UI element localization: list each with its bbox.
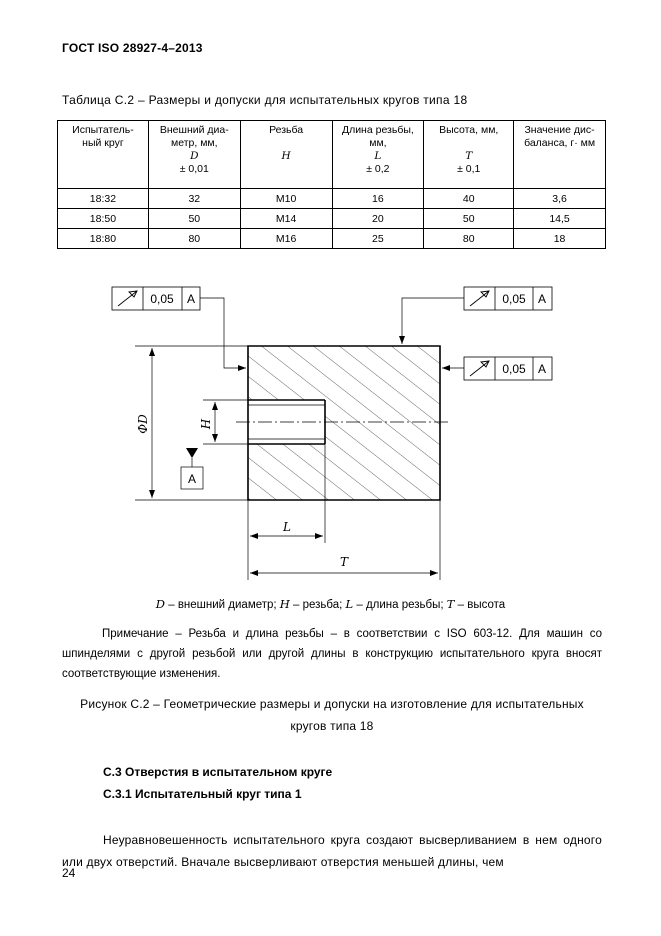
table-row bbox=[58, 209, 606, 229]
table-cell: 14,5 bbox=[514, 209, 606, 229]
table-cell: M16 bbox=[240, 229, 332, 249]
tolerance-datum: A bbox=[537, 362, 547, 376]
body-paragraph: Неуравновешенность испытательного круга создают высверливанием в нем одного или двух отверстий. Вначале высверливают отверстия меньшей длины, чем bbox=[62, 833, 602, 869]
tolerance-value: 0,05 bbox=[502, 362, 526, 376]
table-cell: 20 bbox=[332, 209, 424, 229]
table-cell: 3,6 bbox=[514, 189, 606, 209]
table-cell: 18:50 bbox=[58, 209, 149, 229]
tolerance-value: 0,05 bbox=[502, 292, 526, 306]
legend-text: – высота bbox=[454, 599, 506, 611]
table-cell: 50 bbox=[148, 209, 240, 229]
tolerance-frame bbox=[402, 287, 552, 344]
table-row bbox=[58, 189, 606, 209]
tolerance-value: 0,05 bbox=[150, 292, 174, 306]
wheel-section bbox=[248, 346, 440, 500]
legend-symbol-D: D bbox=[155, 597, 166, 611]
column-tolerance: ± 0,1 bbox=[457, 163, 481, 175]
tolerance-frame bbox=[112, 287, 246, 368]
table-caption: Таблица С.2 – Размеры и допуски для испытательных кругов типа 18 bbox=[62, 93, 468, 107]
figure-caption: Рисунок С.2 – Геометрические размеры и допуски на изготовление для испытательных кругов типа 18 bbox=[80, 697, 584, 733]
column-label: Высота, мм, bbox=[439, 124, 499, 136]
subsection-heading: С.3.1 Испытательный круг типа 1 bbox=[103, 787, 302, 801]
dim-D-label: ΦD bbox=[136, 414, 150, 434]
table-cell: 32 bbox=[148, 189, 240, 209]
table-cell: 18:32 bbox=[58, 189, 149, 209]
legend-symbol-L: L bbox=[345, 597, 354, 611]
column-header bbox=[332, 121, 424, 189]
datum-label: A bbox=[187, 472, 197, 486]
table-cell: 80 bbox=[424, 229, 514, 249]
table-row bbox=[58, 229, 606, 249]
document-header: ГОСТ ISO 28927-4–2013 bbox=[62, 41, 203, 55]
column-header bbox=[58, 121, 149, 189]
column-header bbox=[148, 121, 240, 189]
page-number: 24 bbox=[62, 866, 76, 880]
table-header-row bbox=[58, 121, 606, 189]
dim-L-label: L bbox=[283, 520, 291, 534]
table-cell: 25 bbox=[332, 229, 424, 249]
column-header bbox=[514, 121, 606, 189]
table-cell: 50 bbox=[424, 209, 514, 229]
column-symbol: D bbox=[190, 150, 199, 162]
table-cell: 18:80 bbox=[58, 229, 149, 249]
column-tolerance: ± 0,2 bbox=[366, 163, 390, 175]
column-label: Испытатель- ный круг bbox=[72, 124, 134, 149]
column-header bbox=[424, 121, 514, 189]
legend-text: – резьба; bbox=[289, 599, 346, 611]
table-cell: 80 bbox=[148, 229, 240, 249]
column-symbol: H bbox=[281, 150, 291, 162]
column-label: Длина резьбы, мм, bbox=[341, 124, 414, 149]
legend-text: – длина резьбы; bbox=[353, 599, 447, 611]
tolerance-frame bbox=[442, 357, 552, 380]
column-label: Внешний диа- метр, мм, bbox=[159, 124, 229, 149]
tolerance-datum: A bbox=[537, 292, 547, 306]
table-cell: 16 bbox=[332, 189, 424, 209]
table-cell: M14 bbox=[240, 209, 332, 229]
tolerance-datum: A bbox=[186, 292, 196, 306]
table-cell: 40 bbox=[424, 189, 514, 209]
dim-H-label: H bbox=[199, 418, 213, 430]
column-label: Значение дис- баланса, г· мм bbox=[524, 124, 596, 149]
dimensions-table bbox=[57, 120, 606, 249]
technical-drawing bbox=[0, 270, 661, 590]
legend-symbol-H: H bbox=[279, 597, 290, 611]
column-tolerance: ± 0,01 bbox=[179, 163, 209, 175]
dim-T-label: T bbox=[339, 555, 349, 569]
column-label: Резьба bbox=[269, 124, 304, 136]
column-symbol: L bbox=[374, 150, 382, 162]
column-header bbox=[240, 121, 332, 189]
legend-symbol-T: T bbox=[446, 597, 455, 611]
table-cell: M10 bbox=[240, 189, 332, 209]
figure-legend bbox=[0, 597, 661, 611]
figure-note: Примечание – Резьба и длина резьбы – в соответствии с ISO 603-12. Для машин со шпинделями с другой резьбой или другой длины в конструкцию испытательного круга вносят соответствующие изменения. bbox=[62, 628, 602, 680]
column-symbol: T bbox=[465, 150, 473, 162]
table-cell: 18 bbox=[514, 229, 606, 249]
section-heading: С.3 Отверстия в испытательном круге bbox=[103, 765, 333, 779]
legend-text: – внешний диаметр; bbox=[165, 599, 280, 611]
